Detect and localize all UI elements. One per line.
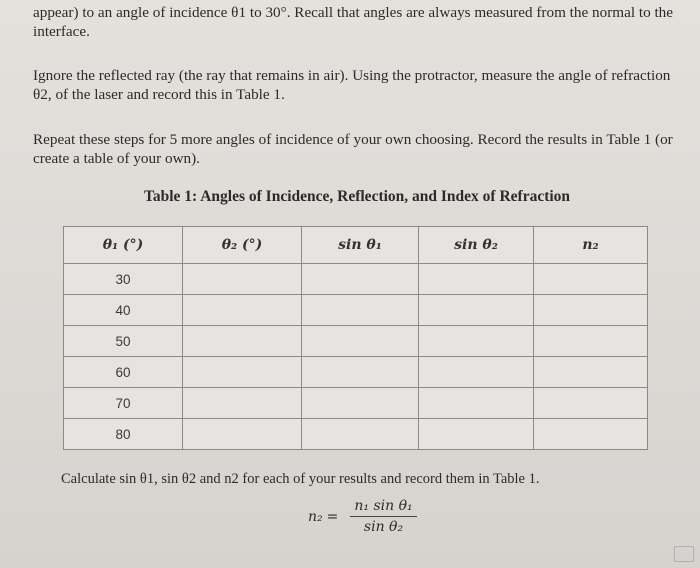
table-title: Table 1: Angles of Incidence, Reflection, and Index of Refraction — [143, 188, 571, 205]
data-table — [63, 226, 648, 450]
cell-theta1: 80 — [64, 419, 183, 450]
table-row — [64, 419, 648, 450]
cell-sin-theta1[interactable] — [302, 264, 419, 295]
cell-theta1: 50 — [64, 326, 183, 357]
header-sin-theta1: sin θ₁ — [302, 227, 419, 264]
header-theta1: θ₁ (°) — [64, 227, 183, 264]
cell-theta2[interactable] — [183, 419, 302, 450]
cell-sin-theta1[interactable] — [302, 295, 419, 326]
formula-lhs: n₂ — [308, 508, 323, 525]
instruction-paragraph-1: appear) to an angle of incidence θ1 to 30°. Recall that angles are always measured from the normal to the interface. — [33, 4, 674, 40]
cell-n2[interactable] — [534, 264, 648, 295]
cell-n2[interactable] — [534, 419, 648, 450]
formula-denominator: sin θ₂ — [363, 519, 404, 535]
cell-sin-theta2[interactable] — [419, 357, 534, 388]
header-theta2: θ₂ (°) — [183, 227, 302, 264]
cell-theta2[interactable] — [183, 264, 302, 295]
cell-theta2[interactable] — [183, 388, 302, 419]
cell-theta2[interactable] — [183, 357, 302, 388]
cell-sin-theta1[interactable] — [302, 388, 419, 419]
cell-n2[interactable] — [534, 357, 648, 388]
table-row — [64, 357, 648, 388]
refraction-formula — [308, 498, 417, 535]
cell-theta1: 30 — [64, 264, 183, 295]
cell-sin-theta2[interactable] — [419, 326, 534, 357]
cell-sin-theta2[interactable] — [419, 264, 534, 295]
formula-equals: = — [326, 508, 339, 525]
cell-n2[interactable] — [534, 295, 648, 326]
cell-theta1: 70 — [64, 388, 183, 419]
formula-fraction — [350, 498, 416, 535]
table-header-row — [64, 227, 648, 264]
cell-theta1: 40 — [64, 295, 183, 326]
cell-n2[interactable] — [534, 326, 648, 357]
table-row — [64, 326, 648, 357]
cell-theta1: 60 — [64, 357, 183, 388]
instruction-paragraph-2: Ignore the reflected ray (the ray that remains in air). Using the protractor, measure the angle of refraction θ2, of the laser and record this in Table 1. — [33, 67, 671, 103]
cell-sin-theta2[interactable] — [419, 388, 534, 419]
header-sin-theta2: sin θ₂ — [419, 227, 534, 264]
cell-theta2[interactable] — [183, 295, 302, 326]
cell-sin-theta2[interactable] — [419, 419, 534, 450]
cell-sin-theta1[interactable] — [302, 419, 419, 450]
instruction-paragraph-3: Repeat these steps for 5 more angles of incidence of your own choosing. Record the results in Table 1 (or create a table of your own). — [33, 131, 673, 167]
cell-sin-theta2[interactable] — [419, 295, 534, 326]
header-n2: n₂ — [534, 227, 648, 264]
calculation-instruction: Calculate sin θ1, sin θ2 and n2 for each of your results and record them in Table 1. — [61, 471, 540, 487]
formula-numerator: n₁ sin θ₁ — [350, 498, 416, 517]
page-corner-icon — [674, 546, 694, 562]
cell-sin-theta1[interactable] — [302, 326, 419, 357]
cell-sin-theta1[interactable] — [302, 357, 419, 388]
table-row — [64, 388, 648, 419]
table-row — [64, 264, 648, 295]
cell-theta2[interactable] — [183, 326, 302, 357]
table-row — [64, 295, 648, 326]
cell-n2[interactable] — [534, 388, 648, 419]
